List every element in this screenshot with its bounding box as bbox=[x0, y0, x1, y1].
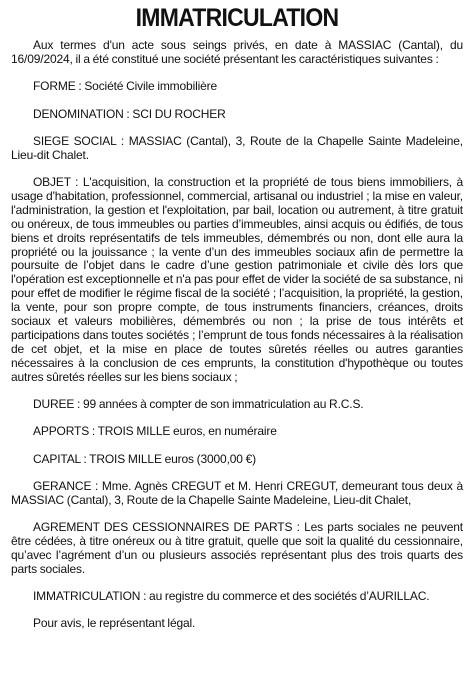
paragraph-duree: DUREE : 99 années à compter de son immatriculation au R.C.S. bbox=[33, 396, 364, 411]
paragraph-avis: Pour avis, le représentant légal. bbox=[33, 616, 196, 631]
paragraph-forme: FORME : Société Civile immobilière bbox=[33, 79, 218, 94]
paragraph-siege-social: SIEGE SOCIAL : MASSIAC (Cantal), 3, Route de la Chapelle Sainte Madeleine, Lieu-dit Chalet. bbox=[11, 133, 463, 162]
paragraph-denomination: DENOMINATION : SCI DU ROCHER bbox=[33, 106, 226, 121]
paragraph-apports: APPORTS : TROIS MILLE euros, en numéraire bbox=[33, 424, 277, 439]
notice-title: IMMATRICULATION bbox=[135, 4, 339, 32]
paragraph-agrement: AGREMENT DES CESSIONNAIRES DE PARTS : Les parts sociales ne peuvent être cédées, à titre onéreux ou à titre gratuit, quelle que soit la qualité du cessionnaire, qu’avec l’agrément d’un ou plusieurs associés représentant plus des trois quarts des parts sociales. bbox=[11, 520, 463, 576]
paragraph-gerance: GERANCE : Mme. Agnès CREGUT et M. Henri CREGUT, demeurant tous deux à MASSIAC (Cantal), 3, Route de la Chapelle Sainte Madeleine, Lieu-dit Chalet, bbox=[11, 478, 463, 507]
paragraph-immatriculation: IMMATRICULATION : au registre du commerce et des sociétés d’AURILLAC. bbox=[33, 589, 430, 604]
paragraph-capital: CAPITAL : TROIS MILLE euros (3000,00 €) bbox=[33, 451, 256, 466]
paragraph-intro: Aux termes d'un acte sous seings privés, en date à MASSIAC (Cantal), du 16/09/2024, il a été constitué une société présentant les caractéristiques suivantes : bbox=[11, 38, 463, 66]
paragraph-objet: OBJET : L'acquisition, la construction et la propriété de tous biens immobiliers, à usage d'habitation, professionnel, commercial, artisanal ou industriel ; la mise en valeur, l'administration, la gestion et l'exploitation, par bail, location ou autrement, à titre gratuit ou onéreux, de tous immeubles ou parties d’immeubles, ainsi acquis ou édifiés, de tous biens et droits représentatifs de tels immeubles, démembrés ou non, dont elle aura la propriété ou la jouissance ; la vente d’un des immeubles sociaux afin de permettre la poursuite de l’objet dans le cadre d’une gestion patrimoniale et civile dès lors que l'opération est exceptionnelle et n'a pas pour effet de vider la société de sa substance, ni pour effet de modifier le régime fiscal de la société ; l’acquisition, la propriété, la gestion, la vente, pour son propre compte, de tous instruments financiers, créances, droits sociaux et valeurs mobilières, démembrés ou non ; la prise de tous intérêts et participations dans toutes sociétés ; l’emprunt de tous fonds nécessaires à la réalisation de cet objet, et la mise en place de toutes sûretés réelles ou autres garanties nécessaires à la conclusion de ces emprunts, la constitution d'hypothèque ou toutes autres sûretés réelles sur les biens sociaux ; bbox=[11, 175, 463, 384]
